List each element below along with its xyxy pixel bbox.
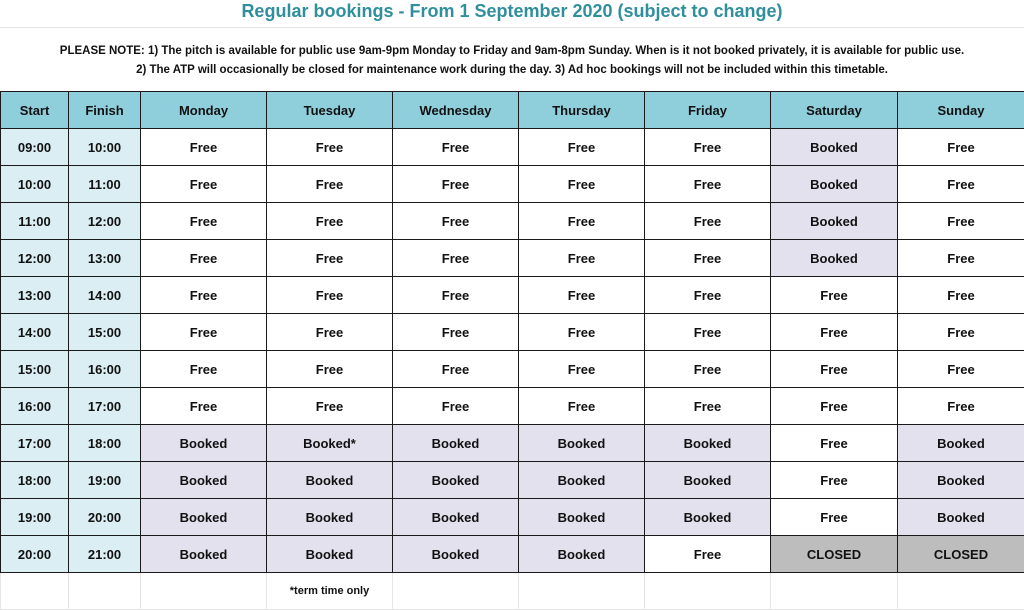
slot-cell-friday: Booked <box>645 425 771 462</box>
slot-cell-saturday: Free <box>771 277 898 314</box>
slot-cell-wednesday: Free <box>393 166 519 203</box>
footnote-empty-cell <box>1 573 69 610</box>
slot-cell-tuesday: Free <box>267 203 393 240</box>
slot-cell-wednesday: Free <box>393 129 519 166</box>
table-row <box>1 240 1024 277</box>
slot-cell-friday: Free <box>645 388 771 425</box>
slot-cell-monday: Free <box>141 277 267 314</box>
slot-cell-wednesday: Free <box>393 203 519 240</box>
notice-line-1: PLEASE NOTE: 1) The pitch is available for public use 9am-9pm Monday to Friday and 9am-8pm Sunday. When is it not booked privately, it is available for public use. <box>0 42 1024 61</box>
slot-cell-thursday: Free <box>519 351 645 388</box>
footnote-row <box>1 573 1024 610</box>
slot-cell-sunday: Free <box>898 351 1024 388</box>
slot-cell-friday: Free <box>645 129 771 166</box>
footnote-empty-cell <box>393 573 519 610</box>
finish-time-cell: 16:00 <box>69 351 141 388</box>
slot-cell-sunday: Booked <box>898 499 1024 536</box>
slot-cell-monday: Free <box>141 166 267 203</box>
start-time-cell: 17:00 <box>1 425 69 462</box>
slot-cell-thursday: Free <box>519 277 645 314</box>
slot-cell-wednesday: Booked <box>393 462 519 499</box>
slot-cell-thursday: Booked <box>519 536 645 573</box>
slot-cell-monday: Booked <box>141 536 267 573</box>
slot-cell-tuesday: Free <box>267 240 393 277</box>
slot-cell-sunday: Free <box>898 203 1024 240</box>
slot-cell-sunday: Free <box>898 129 1024 166</box>
slot-cell-tuesday: Booked <box>267 462 393 499</box>
slot-cell-wednesday: Free <box>393 240 519 277</box>
slot-cell-friday: Booked <box>645 499 771 536</box>
slot-cell-wednesday: Booked <box>393 536 519 573</box>
column-header-saturday: Saturday <box>771 92 898 129</box>
slot-cell-wednesday: Booked <box>393 425 519 462</box>
slot-cell-friday: Booked <box>645 462 771 499</box>
slot-cell-monday: Free <box>141 129 267 166</box>
slot-cell-tuesday: Free <box>267 166 393 203</box>
slot-cell-saturday: Booked <box>771 129 898 166</box>
footnote-empty-cell <box>69 573 141 610</box>
start-time-cell: 14:00 <box>1 314 69 351</box>
start-time-cell: 11:00 <box>1 203 69 240</box>
table-row <box>1 277 1024 314</box>
slot-cell-wednesday: Free <box>393 277 519 314</box>
slot-cell-tuesday: Free <box>267 351 393 388</box>
slot-cell-friday: Free <box>645 536 771 573</box>
booking-timetable <box>0 91 1024 610</box>
column-header-friday: Friday <box>645 92 771 129</box>
footnote-empty-cell <box>898 573 1024 610</box>
slot-cell-thursday: Free <box>519 314 645 351</box>
slot-cell-wednesday: Free <box>393 314 519 351</box>
column-header-finish: Finish <box>69 92 141 129</box>
slot-cell-sunday: Free <box>898 240 1024 277</box>
finish-time-cell: 15:00 <box>69 314 141 351</box>
table-row <box>1 129 1024 166</box>
column-header-wednesday: Wednesday <box>393 92 519 129</box>
slot-cell-sunday: Booked <box>898 425 1024 462</box>
slot-cell-thursday: Booked <box>519 462 645 499</box>
slot-cell-tuesday: Booked <box>267 536 393 573</box>
slot-cell-monday: Free <box>141 203 267 240</box>
start-time-cell: 18:00 <box>1 462 69 499</box>
table-row <box>1 499 1024 536</box>
start-time-cell: 13:00 <box>1 277 69 314</box>
slot-cell-saturday: Free <box>771 314 898 351</box>
slot-cell-monday: Free <box>141 314 267 351</box>
table-row <box>1 314 1024 351</box>
slot-cell-thursday: Free <box>519 203 645 240</box>
start-time-cell: 16:00 <box>1 388 69 425</box>
slot-cell-friday: Free <box>645 240 771 277</box>
slot-cell-thursday: Free <box>519 129 645 166</box>
slot-cell-saturday: Booked <box>771 240 898 277</box>
slot-cell-friday: Free <box>645 314 771 351</box>
finish-time-cell: 11:00 <box>69 166 141 203</box>
slot-cell-sunday: Free <box>898 277 1024 314</box>
column-header-sunday: Sunday <box>898 92 1024 129</box>
finish-time-cell: 14:00 <box>69 277 141 314</box>
column-header-monday: Monday <box>141 92 267 129</box>
slot-cell-saturday: Free <box>771 425 898 462</box>
footnote-empty-cell <box>141 573 267 610</box>
column-header-thursday: Thursday <box>519 92 645 129</box>
page-title: Regular bookings - From 1 September 2020 (subject to change) <box>0 0 1024 28</box>
start-time-cell: 10:00 <box>1 166 69 203</box>
start-time-cell: 09:00 <box>1 129 69 166</box>
notice <box>0 28 1024 91</box>
finish-time-cell: 19:00 <box>69 462 141 499</box>
table-row <box>1 425 1024 462</box>
slot-cell-sunday: Booked <box>898 462 1024 499</box>
footnote-empty-cell <box>645 573 771 610</box>
slot-cell-sunday: CLOSED <box>898 536 1024 573</box>
slot-cell-monday: Free <box>141 351 267 388</box>
column-header-start: Start <box>1 92 69 129</box>
table-row <box>1 462 1024 499</box>
slot-cell-monday: Free <box>141 388 267 425</box>
slot-cell-friday: Free <box>645 351 771 388</box>
slot-cell-wednesday: Free <box>393 388 519 425</box>
table-row <box>1 351 1024 388</box>
footnote-empty-cell <box>519 573 645 610</box>
header-row <box>1 92 1024 129</box>
slot-cell-sunday: Free <box>898 166 1024 203</box>
slot-cell-wednesday: Free <box>393 351 519 388</box>
slot-cell-monday: Booked <box>141 425 267 462</box>
finish-time-cell: 21:00 <box>69 536 141 573</box>
slot-cell-saturday: Free <box>771 351 898 388</box>
slot-cell-thursday: Free <box>519 388 645 425</box>
slot-cell-tuesday: Free <box>267 129 393 166</box>
slot-cell-saturday: Free <box>771 499 898 536</box>
slot-cell-friday: Free <box>645 277 771 314</box>
table-row <box>1 203 1024 240</box>
slot-cell-thursday: Booked <box>519 425 645 462</box>
start-time-cell: 19:00 <box>1 499 69 536</box>
table-row <box>1 536 1024 573</box>
footnote-empty-cell <box>771 573 898 610</box>
slot-cell-tuesday: Free <box>267 388 393 425</box>
column-header-tuesday: Tuesday <box>267 92 393 129</box>
finish-time-cell: 17:00 <box>69 388 141 425</box>
slot-cell-saturday: Free <box>771 388 898 425</box>
finish-time-cell: 20:00 <box>69 499 141 536</box>
slot-cell-wednesday: Booked <box>393 499 519 536</box>
slot-cell-saturday: Booked <box>771 203 898 240</box>
slot-cell-thursday: Free <box>519 240 645 277</box>
slot-cell-saturday: Booked <box>771 166 898 203</box>
start-time-cell: 20:00 <box>1 536 69 573</box>
finish-time-cell: 18:00 <box>69 425 141 462</box>
footnote-term-time: *term time only <box>267 573 393 610</box>
slot-cell-tuesday: Free <box>267 277 393 314</box>
slot-cell-friday: Free <box>645 166 771 203</box>
finish-time-cell: 10:00 <box>69 129 141 166</box>
slot-cell-sunday: Free <box>898 314 1024 351</box>
slot-cell-monday: Free <box>141 240 267 277</box>
slot-cell-monday: Booked <box>141 462 267 499</box>
slot-cell-monday: Booked <box>141 499 267 536</box>
notice-line-2: 2) The ATP will occasionally be closed for maintenance work during the day. 3) Ad hoc bookings will not be included within this timetable. <box>0 61 1024 80</box>
finish-time-cell: 13:00 <box>69 240 141 277</box>
slot-cell-tuesday: Free <box>267 314 393 351</box>
finish-time-cell: 12:00 <box>69 203 141 240</box>
table-row <box>1 388 1024 425</box>
slot-cell-tuesday: Booked* <box>267 425 393 462</box>
slot-cell-tuesday: Booked <box>267 499 393 536</box>
start-time-cell: 12:00 <box>1 240 69 277</box>
slot-cell-saturday: Free <box>771 462 898 499</box>
slot-cell-friday: Free <box>645 203 771 240</box>
slot-cell-sunday: Free <box>898 388 1024 425</box>
table-row <box>1 166 1024 203</box>
slot-cell-thursday: Booked <box>519 499 645 536</box>
start-time-cell: 15:00 <box>1 351 69 388</box>
slot-cell-thursday: Free <box>519 166 645 203</box>
slot-cell-saturday: CLOSED <box>771 536 898 573</box>
